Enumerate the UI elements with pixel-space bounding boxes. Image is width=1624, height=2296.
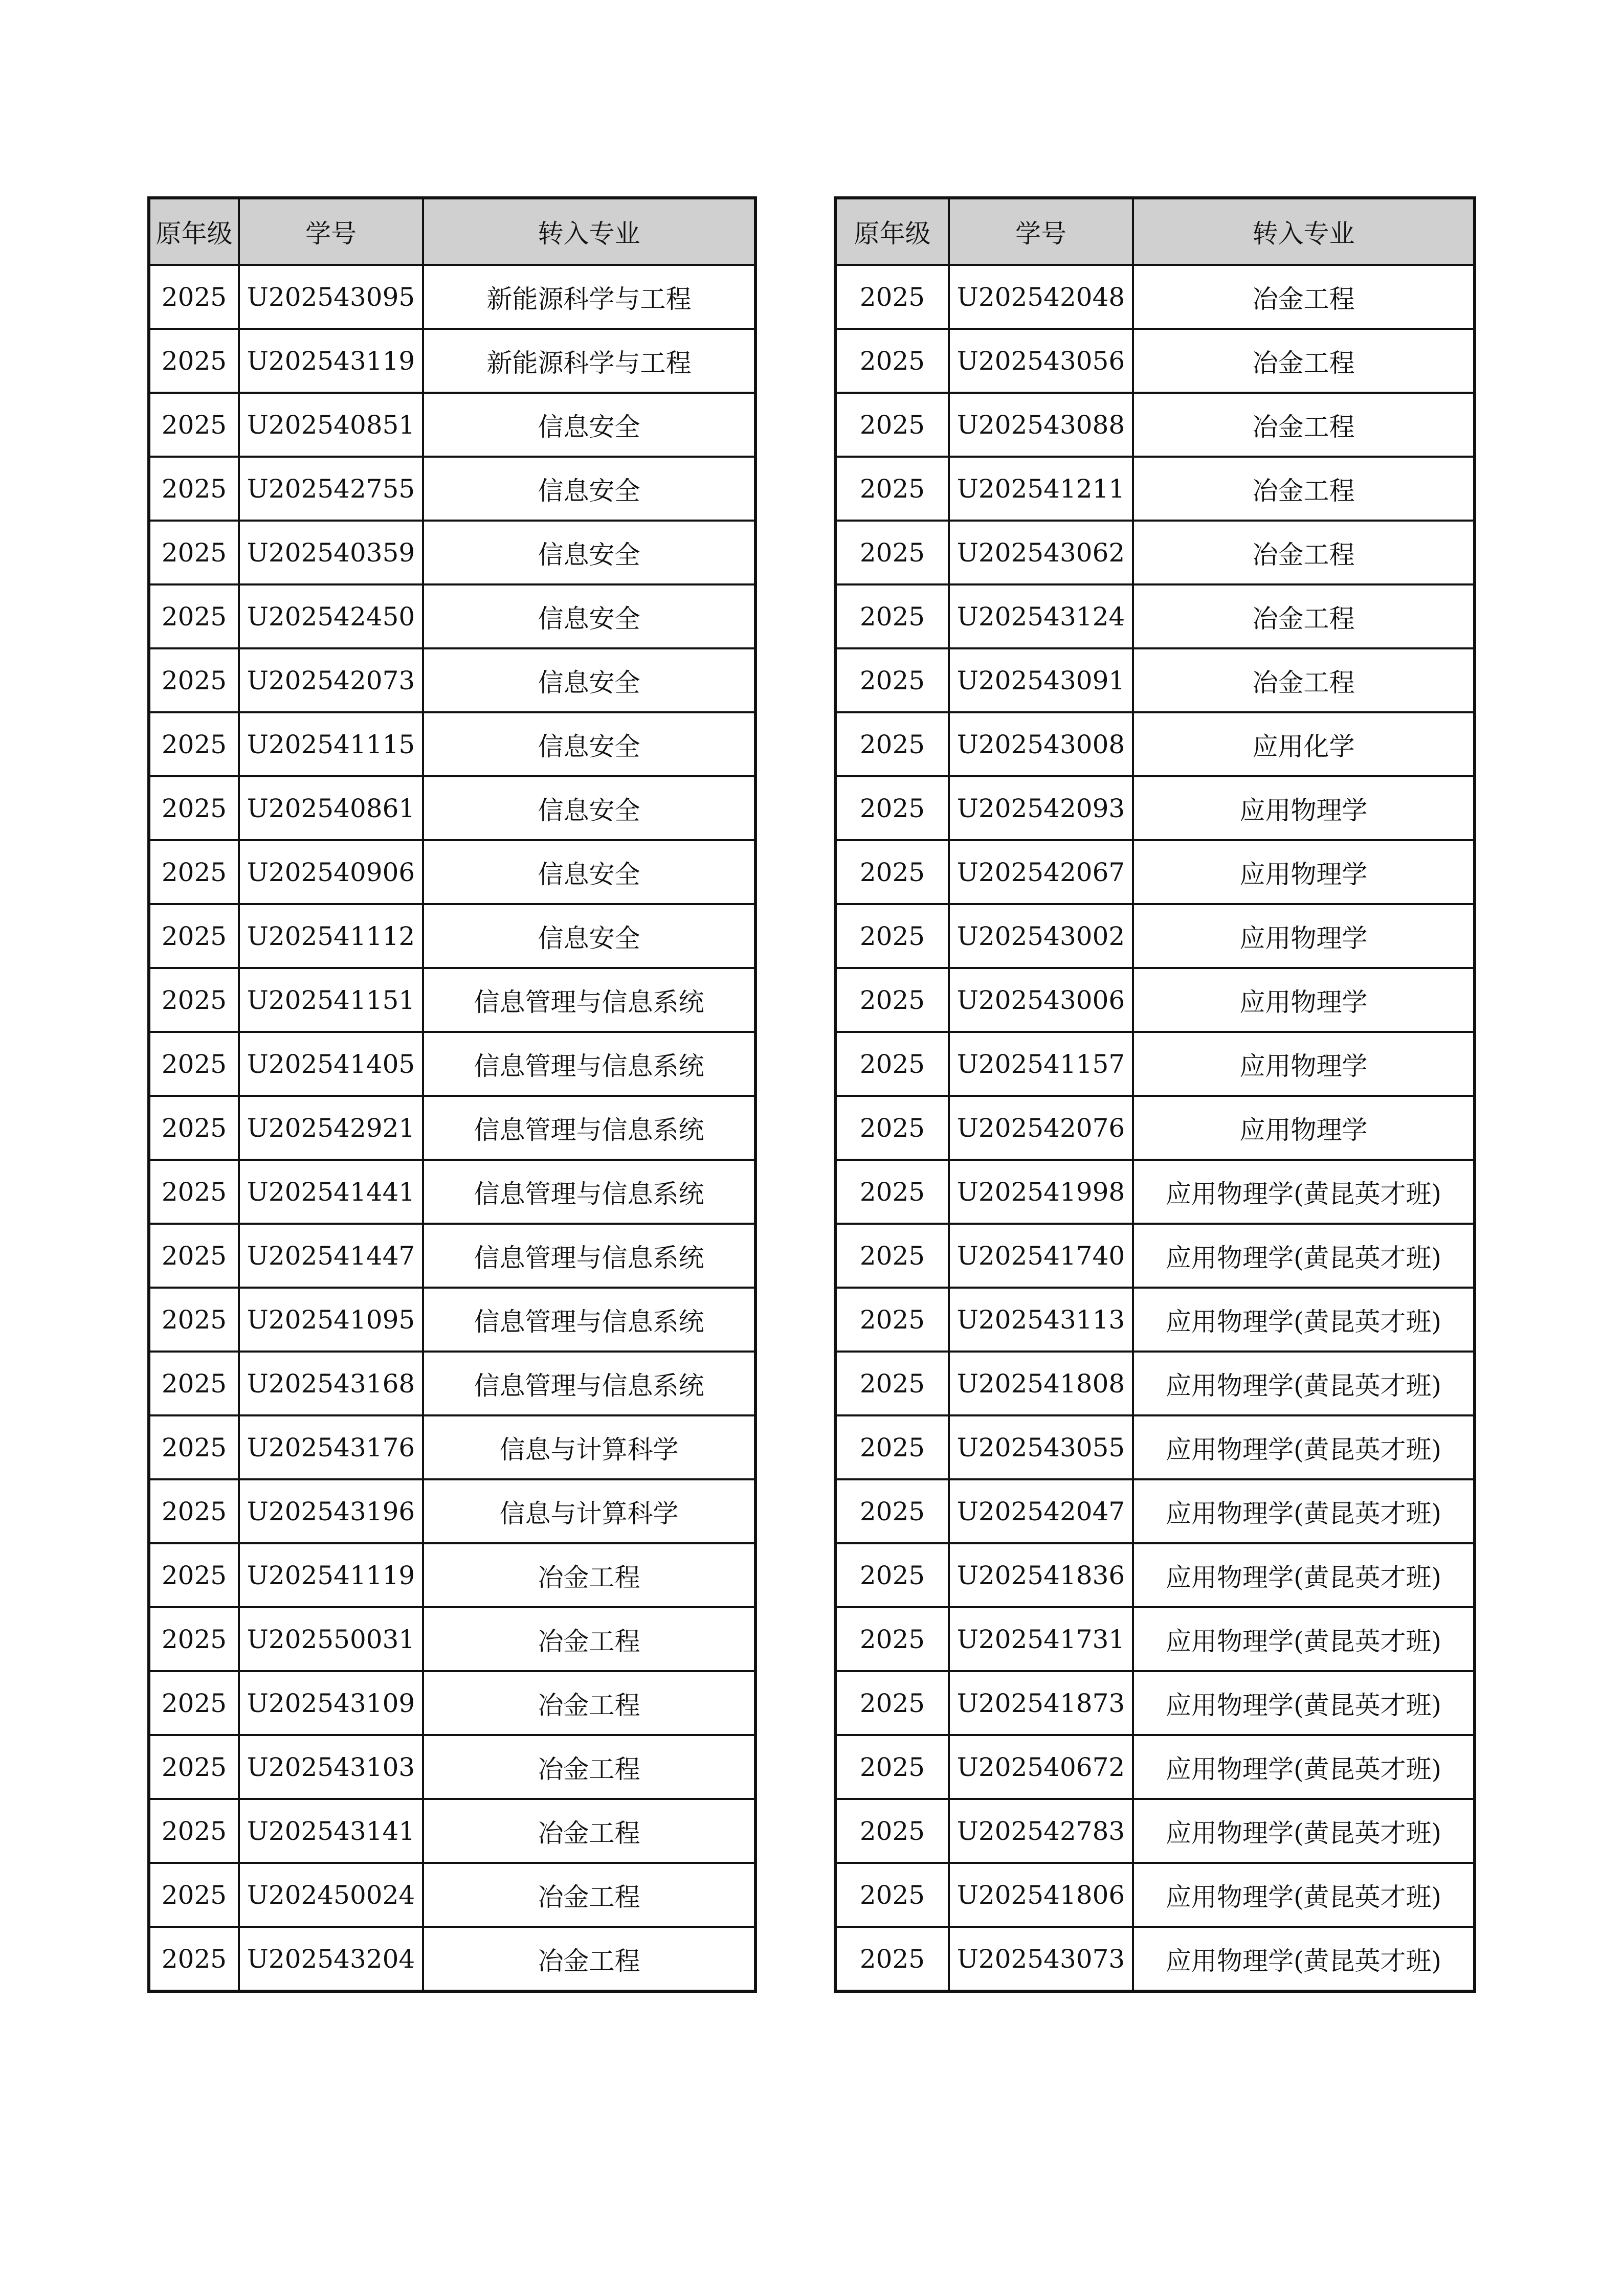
table-row bbox=[835, 1032, 1475, 1096]
cell-target-major: 新能源科学与工程 bbox=[423, 265, 755, 329]
cell-target-major: 信息安全 bbox=[423, 457, 755, 521]
table-row bbox=[149, 1096, 755, 1160]
cell-student-id: U202543141 bbox=[239, 1799, 423, 1863]
cell-student-id: U202543124 bbox=[949, 584, 1133, 648]
cell-original-grade: 2025 bbox=[835, 1479, 949, 1543]
cell-student-id: U202540861 bbox=[239, 776, 423, 840]
cell-student-id: U202541405 bbox=[239, 1032, 423, 1096]
cell-target-major: 信息安全 bbox=[423, 840, 755, 904]
cell-original-grade: 2025 bbox=[149, 393, 239, 457]
table-row bbox=[835, 265, 1475, 329]
cell-student-id: U202541806 bbox=[949, 1863, 1133, 1927]
cell-original-grade: 2025 bbox=[835, 1799, 949, 1863]
cell-target-major: 应用物理学 bbox=[1133, 968, 1475, 1032]
cell-student-id: U202540851 bbox=[239, 393, 423, 457]
cell-original-grade: 2025 bbox=[149, 648, 239, 712]
cell-target-major: 信息安全 bbox=[423, 584, 755, 648]
table-row bbox=[149, 1479, 755, 1543]
cell-target-major: 信息安全 bbox=[423, 776, 755, 840]
cell-original-grade: 2025 bbox=[835, 521, 949, 584]
table-row bbox=[835, 1160, 1475, 1224]
cell-target-major: 应用物理学(黄昆英才班) bbox=[1133, 1415, 1475, 1479]
cell-original-grade: 2025 bbox=[149, 1799, 239, 1863]
table-row bbox=[835, 457, 1475, 521]
cell-original-grade: 2025 bbox=[835, 840, 949, 904]
cell-student-id: U202541095 bbox=[239, 1288, 423, 1352]
table-row bbox=[149, 1543, 755, 1607]
cell-target-major: 应用物理学 bbox=[1133, 776, 1475, 840]
cell-original-grade: 2025 bbox=[149, 1224, 239, 1288]
cell-target-major: 信息管理与信息系统 bbox=[423, 1352, 755, 1415]
cell-original-grade: 2025 bbox=[149, 1032, 239, 1096]
cell-target-major: 信息安全 bbox=[423, 393, 755, 457]
cell-original-grade: 2025 bbox=[149, 1096, 239, 1160]
table-row bbox=[835, 1096, 1475, 1160]
table-row bbox=[149, 840, 755, 904]
cell-student-id: U202550031 bbox=[239, 1607, 423, 1671]
table-row bbox=[149, 1352, 755, 1415]
cell-target-major: 信息安全 bbox=[423, 712, 755, 776]
cell-target-major: 冶金工程 bbox=[423, 1671, 755, 1735]
table-row bbox=[835, 904, 1475, 968]
table-row bbox=[149, 265, 755, 329]
table-row bbox=[149, 1032, 755, 1096]
cell-original-grade: 2025 bbox=[149, 1479, 239, 1543]
header-student-id: 学号 bbox=[949, 198, 1133, 265]
cell-student-id: U202541998 bbox=[949, 1160, 1133, 1224]
cell-original-grade: 2025 bbox=[149, 1415, 239, 1479]
cell-target-major: 信息安全 bbox=[423, 904, 755, 968]
cell-original-grade: 2025 bbox=[835, 776, 949, 840]
cell-student-id: U202543055 bbox=[949, 1415, 1133, 1479]
cell-student-id: U202542093 bbox=[949, 776, 1133, 840]
cell-student-id: U202543073 bbox=[949, 1927, 1133, 1991]
table-row bbox=[835, 712, 1475, 776]
cell-student-id: U202541740 bbox=[949, 1224, 1133, 1288]
cell-original-grade: 2025 bbox=[149, 840, 239, 904]
cell-target-major: 冶金工程 bbox=[423, 1543, 755, 1607]
table-row bbox=[835, 1352, 1475, 1415]
cell-student-id: U202543168 bbox=[239, 1352, 423, 1415]
cell-student-id: U202541836 bbox=[949, 1543, 1133, 1607]
cell-target-major: 应用物理学(黄昆英才班) bbox=[1133, 1160, 1475, 1224]
cell-original-grade: 2025 bbox=[835, 457, 949, 521]
cell-original-grade: 2025 bbox=[835, 584, 949, 648]
cell-student-id: U202541157 bbox=[949, 1032, 1133, 1096]
cell-student-id: U202543002 bbox=[949, 904, 1133, 968]
cell-target-major: 信息管理与信息系统 bbox=[423, 1032, 755, 1096]
table-row bbox=[149, 1607, 755, 1671]
cell-student-id: U202543113 bbox=[949, 1288, 1133, 1352]
cell-target-major: 应用物理学 bbox=[1133, 1096, 1475, 1160]
cell-student-id: U202541441 bbox=[239, 1160, 423, 1224]
cell-original-grade: 2025 bbox=[835, 1607, 949, 1671]
cell-original-grade: 2025 bbox=[835, 1352, 949, 1415]
cell-target-major: 冶金工程 bbox=[1133, 457, 1475, 521]
cell-original-grade: 2025 bbox=[149, 584, 239, 648]
table-row bbox=[149, 1863, 755, 1927]
table-row bbox=[835, 1863, 1475, 1927]
cell-student-id: U202540359 bbox=[239, 521, 423, 584]
table-row bbox=[149, 457, 755, 521]
table-row bbox=[835, 1927, 1475, 1991]
table-row bbox=[835, 584, 1475, 648]
cell-student-id: U202541119 bbox=[239, 1543, 423, 1607]
header-target-major: 转入专业 bbox=[423, 198, 755, 265]
cell-student-id: U202540672 bbox=[949, 1735, 1133, 1799]
cell-target-major: 应用物理学(黄昆英才班) bbox=[1133, 1543, 1475, 1607]
table-body-right bbox=[835, 265, 1475, 1991]
cell-original-grade: 2025 bbox=[149, 1863, 239, 1927]
table-row bbox=[835, 1479, 1475, 1543]
transfer-table-left bbox=[147, 196, 757, 1993]
cell-original-grade: 2025 bbox=[835, 1863, 949, 1927]
cell-target-major: 冶金工程 bbox=[1133, 584, 1475, 648]
cell-student-id: U202541808 bbox=[949, 1352, 1133, 1415]
cell-student-id: U202543119 bbox=[239, 329, 423, 393]
cell-student-id: U202542921 bbox=[239, 1096, 423, 1160]
cell-target-major: 信息管理与信息系统 bbox=[423, 1224, 755, 1288]
table-row bbox=[149, 1799, 755, 1863]
table-row bbox=[835, 840, 1475, 904]
table-row bbox=[149, 584, 755, 648]
table-row bbox=[835, 1799, 1475, 1863]
cell-target-major: 信息管理与信息系统 bbox=[423, 968, 755, 1032]
cell-student-id: U202543008 bbox=[949, 712, 1133, 776]
table-row bbox=[835, 1607, 1475, 1671]
cell-student-id: U202543062 bbox=[949, 521, 1133, 584]
table-header-row bbox=[835, 198, 1475, 265]
cell-target-major: 应用物理学(黄昆英才班) bbox=[1133, 1735, 1475, 1799]
cell-original-grade: 2025 bbox=[835, 904, 949, 968]
table-row bbox=[149, 329, 755, 393]
cell-original-grade: 2025 bbox=[149, 1352, 239, 1415]
cell-target-major: 应用物理学(黄昆英才班) bbox=[1133, 1479, 1475, 1543]
cell-target-major: 应用物理学 bbox=[1133, 904, 1475, 968]
cell-target-major: 冶金工程 bbox=[423, 1927, 755, 1991]
cell-original-grade: 2025 bbox=[835, 1671, 949, 1735]
cell-student-id: U202541151 bbox=[239, 968, 423, 1032]
cell-student-id: U202542067 bbox=[949, 840, 1133, 904]
cell-target-major: 应用物理学(黄昆英才班) bbox=[1133, 1799, 1475, 1863]
cell-target-major: 冶金工程 bbox=[423, 1735, 755, 1799]
table-row bbox=[835, 521, 1475, 584]
table-row bbox=[149, 1415, 755, 1479]
cell-student-id: U202542450 bbox=[239, 584, 423, 648]
table-row bbox=[835, 1288, 1475, 1352]
cell-original-grade: 2025 bbox=[149, 712, 239, 776]
cell-student-id: U202541112 bbox=[239, 904, 423, 968]
cell-target-major: 冶金工程 bbox=[1133, 521, 1475, 584]
cell-target-major: 冶金工程 bbox=[1133, 393, 1475, 457]
cell-original-grade: 2025 bbox=[835, 1735, 949, 1799]
cell-target-major: 冶金工程 bbox=[423, 1607, 755, 1671]
cell-original-grade: 2025 bbox=[149, 329, 239, 393]
cell-target-major: 新能源科学与工程 bbox=[423, 329, 755, 393]
cell-target-major: 冶金工程 bbox=[423, 1799, 755, 1863]
cell-target-major: 应用物理学(黄昆英才班) bbox=[1133, 1224, 1475, 1288]
cell-student-id: U202541731 bbox=[949, 1607, 1133, 1671]
header-original-grade: 原年级 bbox=[149, 198, 239, 265]
table-row bbox=[149, 648, 755, 712]
cell-original-grade: 2025 bbox=[149, 904, 239, 968]
cell-original-grade: 2025 bbox=[835, 1543, 949, 1607]
cell-student-id: U202542783 bbox=[949, 1799, 1133, 1863]
cell-student-id: U202542076 bbox=[949, 1096, 1133, 1160]
cell-target-major: 应用物理学(黄昆英才班) bbox=[1133, 1352, 1475, 1415]
cell-student-id: U202543095 bbox=[239, 265, 423, 329]
cell-student-id: U202542048 bbox=[949, 265, 1133, 329]
table-header-row bbox=[149, 198, 755, 265]
cell-target-major: 信息管理与信息系统 bbox=[423, 1096, 755, 1160]
table-row bbox=[149, 1927, 755, 1991]
cell-student-id: U202543109 bbox=[239, 1671, 423, 1735]
cell-student-id: U202543196 bbox=[239, 1479, 423, 1543]
table-row bbox=[835, 1224, 1475, 1288]
cell-original-grade: 2025 bbox=[149, 1160, 239, 1224]
cell-original-grade: 2025 bbox=[835, 1224, 949, 1288]
table-row bbox=[149, 393, 755, 457]
cell-original-grade: 2025 bbox=[149, 457, 239, 521]
cell-target-major: 应用物理学 bbox=[1133, 840, 1475, 904]
table-row bbox=[149, 521, 755, 584]
cell-original-grade: 2025 bbox=[149, 1543, 239, 1607]
table-row bbox=[835, 1415, 1475, 1479]
cell-student-id: U202543056 bbox=[949, 329, 1133, 393]
table-row bbox=[835, 393, 1475, 457]
header-student-id: 学号 bbox=[239, 198, 423, 265]
cell-target-major: 应用物理学(黄昆英才班) bbox=[1133, 1607, 1475, 1671]
cell-original-grade: 2025 bbox=[149, 1288, 239, 1352]
cell-student-id: U202543204 bbox=[239, 1927, 423, 1991]
cell-target-major: 冶金工程 bbox=[1133, 329, 1475, 393]
cell-student-id: U202541873 bbox=[949, 1671, 1133, 1735]
cell-original-grade: 2025 bbox=[149, 1735, 239, 1799]
cell-student-id: U202541115 bbox=[239, 712, 423, 776]
table-row bbox=[835, 1735, 1475, 1799]
cell-original-grade: 2025 bbox=[149, 776, 239, 840]
cell-original-grade: 2025 bbox=[835, 1927, 949, 1991]
cell-target-major: 应用物理学(黄昆英才班) bbox=[1133, 1927, 1475, 1991]
table-row bbox=[149, 1671, 755, 1735]
cell-original-grade: 2025 bbox=[835, 1096, 949, 1160]
header-original-grade: 原年级 bbox=[835, 198, 949, 265]
cell-student-id: U202541447 bbox=[239, 1224, 423, 1288]
cell-original-grade: 2025 bbox=[835, 393, 949, 457]
cell-target-major: 信息管理与信息系统 bbox=[423, 1160, 755, 1224]
table-row bbox=[149, 776, 755, 840]
cell-target-major: 应用物理学 bbox=[1133, 1032, 1475, 1096]
cell-original-grade: 2025 bbox=[149, 1607, 239, 1671]
cell-student-id: U202543176 bbox=[239, 1415, 423, 1479]
table-row bbox=[149, 1160, 755, 1224]
cell-target-major: 应用物理学(黄昆英才班) bbox=[1133, 1863, 1475, 1927]
cell-student-id: U202541211 bbox=[949, 457, 1133, 521]
cell-student-id: U202450024 bbox=[239, 1863, 423, 1927]
cell-original-grade: 2025 bbox=[835, 1288, 949, 1352]
cell-original-grade: 2025 bbox=[835, 1160, 949, 1224]
cell-target-major: 信息与计算科学 bbox=[423, 1415, 755, 1479]
table-row bbox=[835, 329, 1475, 393]
table-row bbox=[149, 1735, 755, 1799]
table-row bbox=[835, 1543, 1475, 1607]
transfer-table-right bbox=[834, 196, 1476, 1993]
cell-target-major: 应用物理学(黄昆英才班) bbox=[1133, 1288, 1475, 1352]
table-row bbox=[149, 1224, 755, 1288]
table-row bbox=[835, 968, 1475, 1032]
cell-original-grade: 2025 bbox=[149, 1671, 239, 1735]
cell-original-grade: 2025 bbox=[835, 712, 949, 776]
table-row bbox=[149, 712, 755, 776]
cell-target-major: 信息安全 bbox=[423, 648, 755, 712]
cell-original-grade: 2025 bbox=[835, 1415, 949, 1479]
cell-target-major: 冶金工程 bbox=[423, 1863, 755, 1927]
table-row bbox=[149, 1288, 755, 1352]
cell-student-id: U202542073 bbox=[239, 648, 423, 712]
cell-student-id: U202542755 bbox=[239, 457, 423, 521]
cell-original-grade: 2025 bbox=[835, 968, 949, 1032]
table-row bbox=[149, 904, 755, 968]
cell-original-grade: 2025 bbox=[149, 968, 239, 1032]
table-row bbox=[835, 1671, 1475, 1735]
cell-target-major: 信息管理与信息系统 bbox=[423, 1288, 755, 1352]
cell-target-major: 应用物理学(黄昆英才班) bbox=[1133, 1671, 1475, 1735]
cell-original-grade: 2025 bbox=[835, 648, 949, 712]
table-body-left bbox=[149, 265, 755, 1991]
cell-target-major: 应用化学 bbox=[1133, 712, 1475, 776]
table-row bbox=[149, 968, 755, 1032]
cell-original-grade: 2025 bbox=[835, 1032, 949, 1096]
cell-original-grade: 2025 bbox=[149, 265, 239, 329]
cell-target-major: 信息与计算科学 bbox=[423, 1479, 755, 1543]
table-row bbox=[835, 648, 1475, 712]
cell-student-id: U202543091 bbox=[949, 648, 1133, 712]
cell-student-id: U202543103 bbox=[239, 1735, 423, 1799]
cell-student-id: U202543088 bbox=[949, 393, 1133, 457]
header-target-major: 转入专业 bbox=[1133, 198, 1475, 265]
cell-original-grade: 2025 bbox=[835, 265, 949, 329]
cell-student-id: U202542047 bbox=[949, 1479, 1133, 1543]
cell-target-major: 信息安全 bbox=[423, 521, 755, 584]
cell-target-major: 冶金工程 bbox=[1133, 265, 1475, 329]
cell-original-grade: 2025 bbox=[149, 521, 239, 584]
cell-original-grade: 2025 bbox=[835, 329, 949, 393]
cell-original-grade: 2025 bbox=[149, 1927, 239, 1991]
table-row bbox=[835, 776, 1475, 840]
cell-student-id: U202540906 bbox=[239, 840, 423, 904]
cell-student-id: U202543006 bbox=[949, 968, 1133, 1032]
cell-target-major: 冶金工程 bbox=[1133, 648, 1475, 712]
